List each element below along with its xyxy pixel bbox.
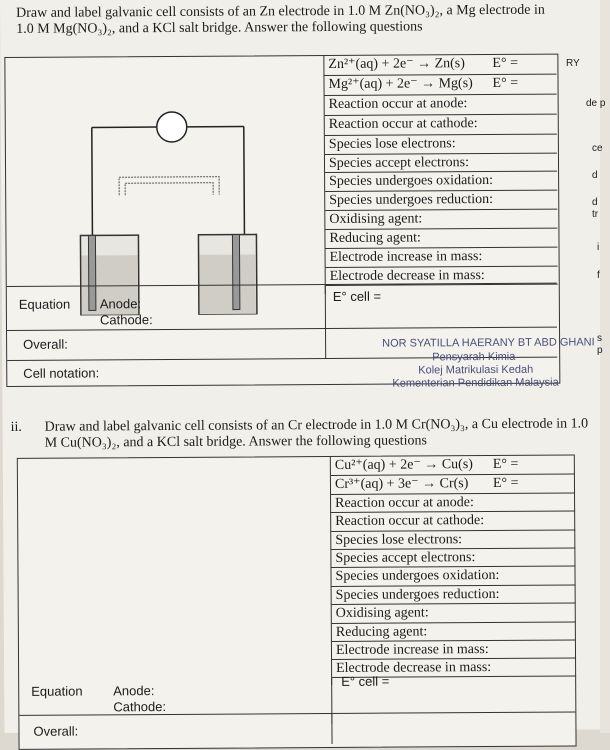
q1-e-label-2: E° = xyxy=(492,75,518,92)
q1-equation-row xyxy=(7,283,557,331)
stamp-college: Kolej Matrikulasi Kedah xyxy=(418,364,533,377)
q1-cathode-label: Cathode: xyxy=(100,312,153,327)
q2-row-oxidation: Species undergoes oxidation: xyxy=(331,565,575,585)
margin-fragment-5: d xyxy=(592,197,598,208)
question-1-text xyxy=(16,2,576,37)
galvanic-cell-diagram xyxy=(72,84,263,315)
q1-overall-label: Overall: xyxy=(23,337,68,352)
q2-half-reaction-1-text: Cu²⁺(aq) + 2e⁻ → Cu(s) xyxy=(335,457,473,473)
q1-row-half-reaction-1 xyxy=(324,55,556,75)
q1-row-electrode-decrease: Electrode decrease in mass: xyxy=(326,266,558,286)
q2-overall-row xyxy=(19,711,575,745)
q1-row-anode-reaction: Reaction occur at anode: xyxy=(325,94,557,115)
question-1-line-2: 1.0 M Mg(NO₃)₂, and a KCl salt bridge. Answer the following questions xyxy=(16,18,576,37)
margin-fragment-2: de p xyxy=(586,98,605,109)
q2-anode-label: Anode: xyxy=(113,683,154,698)
margin-fragment-9: s xyxy=(597,333,602,344)
q1-e-label-1: E° = xyxy=(492,55,518,72)
q2-e-label-1: E° = xyxy=(493,456,519,473)
question-1-line-1: Draw and label galvanic cell consists of an Zn electrode in 1.0 M Zn(NO₃)₂, a Mg electrode in xyxy=(16,2,576,21)
q1-row-oxidising-agent: Oxidising agent: xyxy=(325,209,557,229)
q1-anode-label: Anode: xyxy=(100,296,141,311)
q2-cathode-label: Cathode: xyxy=(113,699,166,714)
q2-ecell-label: E° cell = xyxy=(341,674,389,689)
q1-row-reducing-agent: Reducing agent: xyxy=(325,228,557,248)
q1-half-reaction-2-text: Mg²⁺(aq) + 2e⁻ → Mg(s) xyxy=(328,76,472,92)
q1-row-accept-electrons: Species accept electrons: xyxy=(325,153,557,172)
stamp-name: NOR SYATILLA HAERANY BT ABD GHANI xyxy=(382,336,595,349)
stamp-title: Pensyarah Kimia xyxy=(432,351,515,364)
margin-fragment-3: ce xyxy=(592,143,603,154)
q2-e-label-2: E° = xyxy=(493,475,519,492)
question-2-line-1: Draw and label galvanic cell consists of an Cr electrode in 1.0 M Cr(NO₃)₃, a Cu electrode in 1.0 xyxy=(45,416,589,435)
q1-row-cathode-reaction: Reaction occur at cathode: xyxy=(325,114,557,135)
right-page-edge xyxy=(600,0,610,733)
margin-fragment-8: f xyxy=(597,270,600,281)
q2-row-half-reaction-2 xyxy=(331,473,575,493)
q2-row-electrode-decrease: Electrode decrease in mass: xyxy=(332,657,576,677)
question-1-table xyxy=(323,55,557,294)
margin-fragment-10: p xyxy=(597,345,603,356)
q2-row-anode-reaction: Reaction occur at anode: xyxy=(331,492,575,511)
q1-cell-notation-label: Cell notation: xyxy=(23,365,99,380)
question-2-number: ii. xyxy=(11,420,22,436)
q2-row-reducing-agent: Reducing agent: xyxy=(332,621,576,640)
margin-fragment-6: tr xyxy=(592,209,598,220)
q1-ecell-label: E° cell = xyxy=(333,289,381,304)
margin-fragment-1: RY xyxy=(566,58,580,69)
q2-half-reaction-2-text: Cr³⁺(aq) + 3e⁻ → Cr(s) xyxy=(335,476,468,492)
q2-row-oxidising-agent: Oxidising agent: xyxy=(332,602,576,622)
margin-fragment-7: i xyxy=(597,242,599,253)
q1-row-half-reaction-2 xyxy=(324,74,556,95)
q2-overall-label: Overall: xyxy=(33,724,78,739)
margin-fragment-4: d xyxy=(592,170,598,181)
q1-row-oxidation: Species undergoes oxidation: xyxy=(325,171,557,191)
q1-row-electrode-increase: Electrode increase in mass: xyxy=(326,247,558,267)
question-2-answer-box xyxy=(17,454,577,749)
stamp-ministry: Kementerian Pendidikan Malaysia xyxy=(392,377,558,390)
q2-row-accept-electrons: Species accept electrons: xyxy=(331,547,575,566)
q2-row-lose-electrons: Species lose electrons: xyxy=(331,529,575,548)
q2-row-half-reaction-1 xyxy=(331,455,575,474)
q2-row-electrode-increase: Electrode increase in mass: xyxy=(332,639,576,658)
q2-equation-label: Equation xyxy=(31,684,82,699)
question-2-table xyxy=(330,455,576,684)
q2-row-reduction: Species undergoes reduction: xyxy=(332,584,576,603)
q1-half-reaction-1-text: Zn²⁺(aq) + 2e⁻ → Zn(s) xyxy=(328,56,465,72)
q2-row-cathode-reaction: Reaction occur at cathode: xyxy=(331,510,575,530)
q1-row-lose-electrons: Species lose electrons: xyxy=(325,134,557,154)
q1-row-reduction: Species undergoes reduction: xyxy=(325,190,557,210)
q1-equation-label: Equation xyxy=(19,297,70,312)
question-2-line-2: M Cu(NO₃)₂, and a KCl salt bridge. Answer the following questions xyxy=(45,433,427,451)
